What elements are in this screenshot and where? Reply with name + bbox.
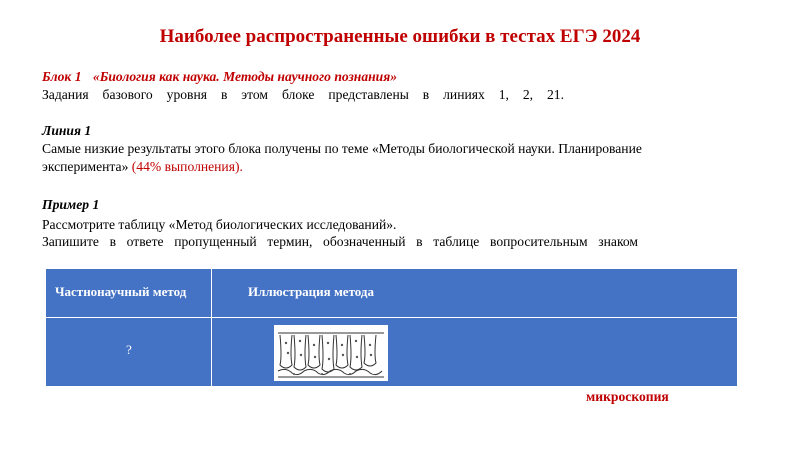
example-task-2: Запишите в ответе пропущенный термин, обозначенный в таблице вопросительным знаком: [42, 234, 638, 249]
method-table: [45, 268, 738, 387]
line-text-1: Самые низкие результаты этого блока получены по теме «Методы биологической науки. Планирование: [42, 141, 642, 156]
example-label: Пример 1: [42, 197, 100, 212]
answer-text: микроскопия: [586, 389, 669, 404]
completion-percent: (44% выполнения).: [131, 159, 243, 174]
line-text-2-main: эксперимента»: [42, 159, 129, 174]
header-illustration: Иллюстрация метода: [248, 284, 374, 299]
block-label: Блок 1: [42, 69, 82, 84]
method-cell-question: ?: [126, 342, 132, 357]
line-text-2: [42, 158, 243, 176]
header-method: Частнонаучный метод: [55, 284, 187, 299]
line-label: Линия 1: [42, 123, 92, 138]
block-name: «Биология как наука. Методы научного познания»: [92, 69, 398, 84]
cell-tissue-drawing: [274, 325, 388, 381]
block-description: Задания базового уровня в этом блоке представлены в линиях 1, 2, 21.: [42, 87, 564, 102]
table-header-divider: [46, 317, 737, 318]
page-title: Наиболее распространенные ошибки в тестах ЕГЭ 2024: [159, 26, 641, 47]
table-column-divider: [211, 269, 212, 386]
microscope-cells-illustration: [274, 325, 388, 381]
example-task-1: Рассмотрите таблицу «Метод биологических исследований».: [42, 217, 397, 232]
block-heading: [42, 68, 397, 86]
